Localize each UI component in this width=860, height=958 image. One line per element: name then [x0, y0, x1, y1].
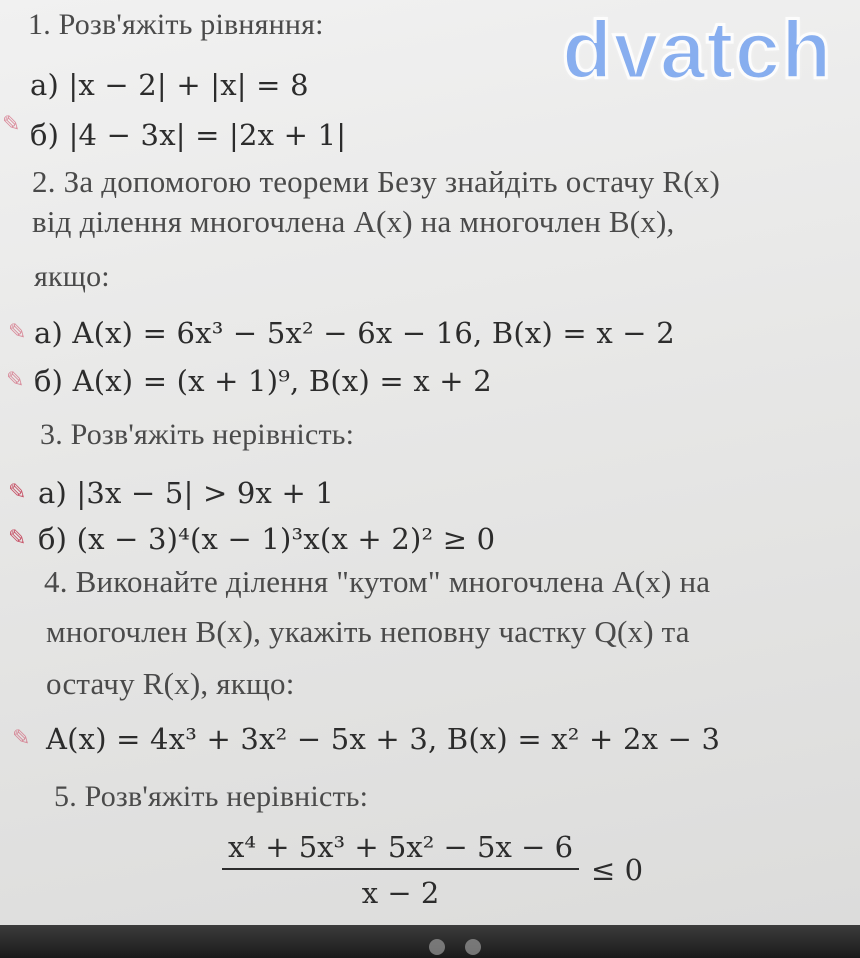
task3-item-b: б) (x − 3)⁴(x − 1)³x(x + 2)² ≥ 0 — [38, 522, 496, 556]
task5-heading: 5. Розв'яжіть нерівність: — [54, 780, 369, 813]
task1-item-b: б) |4 − 3x| = |2x + 1| — [30, 118, 347, 152]
task4-heading-line1: 4. Виконайте ділення "кутом" многочлена A(x) на — [44, 564, 711, 599]
handwritten-mark: ✎ — [8, 526, 27, 551]
watermark-logo: dvatch — [562, 5, 833, 96]
task2-item-b: б) A(x) = (x + 1)⁹, B(x) = x + 2 — [34, 364, 492, 398]
task2-heading-line3: якщо: — [34, 260, 110, 293]
task2-heading-line2: від ділення многочлена A(x) на многочлен B(x), — [32, 204, 675, 239]
bezel-icons — [410, 939, 500, 958]
task5-relation: ≤ 0 — [591, 853, 644, 887]
fraction-bar — [222, 868, 579, 870]
task4-expression: A(x) = 4x³ + 3x² − 5x + 3, B(x) = x² + 2x − 3 — [46, 722, 721, 756]
task4-heading-line3: остачу R(x), якщо: — [46, 666, 295, 701]
task2-heading-line1: 2. За допомогою теореми Безу знайдіть остачу R(x) — [32, 164, 721, 199]
monitor-bezel — [0, 925, 860, 958]
handwritten-mark: ✎ — [8, 320, 27, 345]
task5-inequality — [222, 830, 643, 910]
task5-denominator: x − 2 — [361, 876, 440, 910]
task5-numerator: x⁴ + 5x³ + 5x² − 5x − 6 — [228, 830, 574, 864]
task3-heading: 3. Розв'яжіть нерівність: — [40, 418, 355, 451]
task5-fraction — [222, 830, 579, 910]
handwritten-mark: ✎ — [12, 726, 31, 751]
task3-item-a: а) |3x − 5| > 9x + 1 — [38, 476, 335, 510]
handwritten-mark: ✎ — [6, 368, 25, 393]
task1-item-a: а) |x − 2| + |x| = 8 — [30, 68, 309, 102]
task2-item-a: а) A(x) = 6x³ − 5x² − 6x − 16, B(x) = x − 2 — [34, 316, 675, 350]
task1-heading: 1. Розв'яжіть рівняння: — [28, 8, 324, 41]
handwritten-mark: ✎ — [8, 480, 27, 505]
handwritten-mark: ✎ — [2, 112, 21, 137]
task4-heading-line2: многочлен B(x), укажіть неповну частку Q(x) та — [46, 614, 690, 649]
